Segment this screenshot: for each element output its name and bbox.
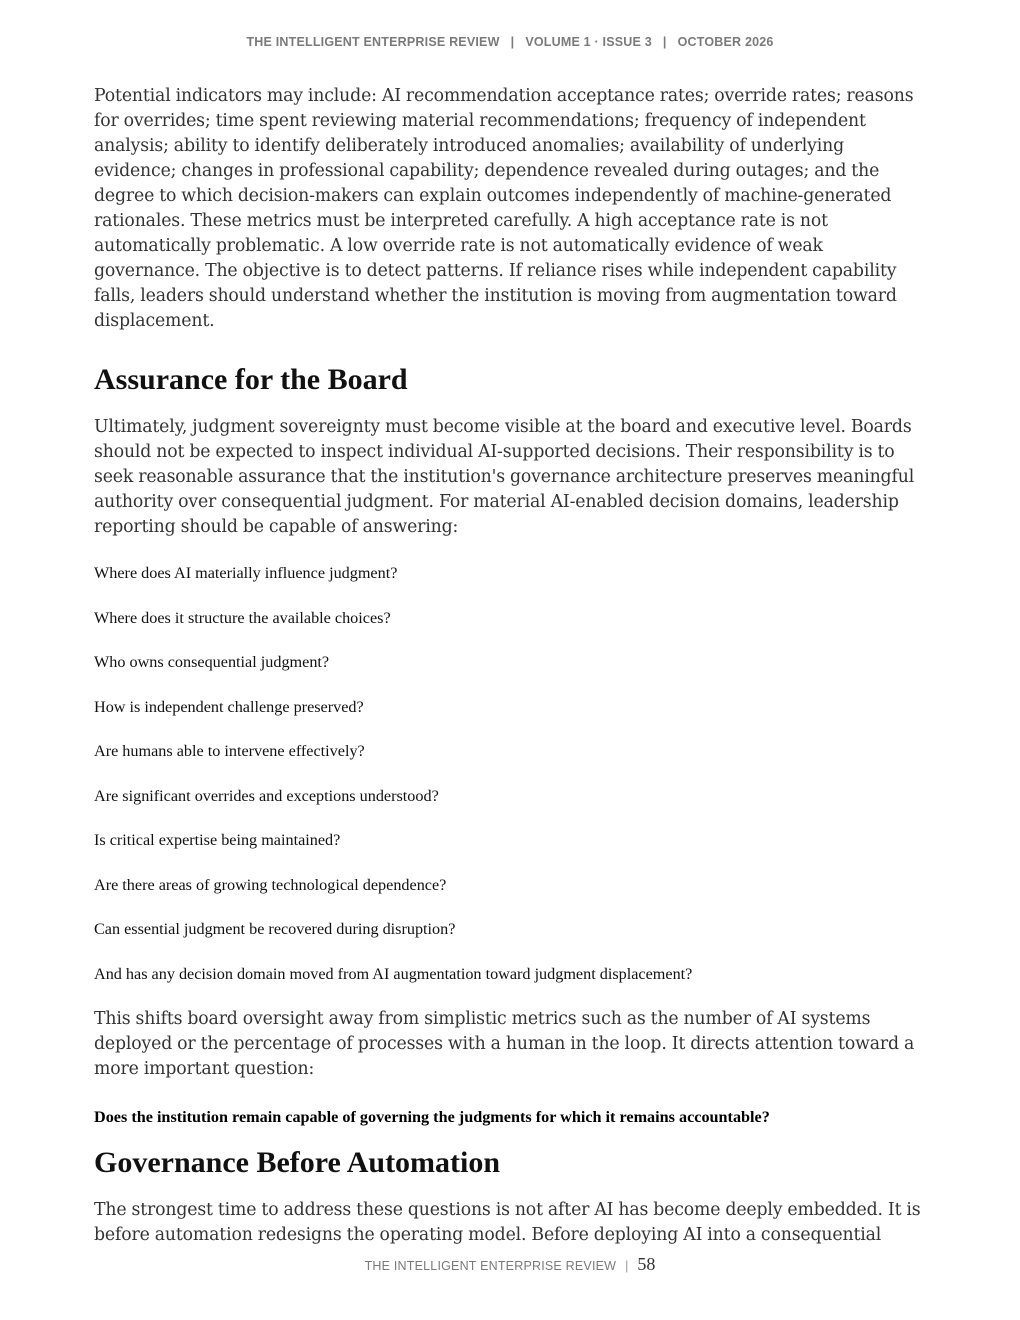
- footer-separator: |: [625, 1259, 629, 1273]
- running-header: THE INTELLIGENT ENTERPRISE REVIEW | VOLUME 1 · ISSUE 3 | OCTOBER 2026: [246, 35, 774, 49]
- list-item: How is independent challenge preserved?: [94, 697, 364, 716]
- list-item: Can essential judgment be recovered during disruption?: [94, 920, 456, 938]
- list-item: Are significant overrides and exceptions understood?: [94, 786, 439, 805]
- section-heading-governance: Governance Before Automation: [94, 1145, 501, 1179]
- list-item: Are there areas of growing technological dependence?: [94, 875, 447, 894]
- governance-paragraph: The strongest time to address these questions is not after AI has become deeply embedded. It is before automation redesigns the operating model. Before deploying AI into a consequential: [94, 1199, 921, 1245]
- key-question: Does the institution remain capable of governing the judgments for which it remains accountable?: [94, 1107, 770, 1126]
- footer-publication: THE INTELLIGENT ENTERPRISE REVIEW: [364, 1259, 617, 1273]
- intro-paragraph: Potential indicators may include: AI recommendation acceptance rates; override rates; reasons for overrides; time spent reviewing material recommendations; frequency of independent analysis; ability to identify deliberately introduced anomalies; availability of underlying evidence; changes in professional capability; dependence revealed during outages; and the degree to which decision-makers can explain outcomes independently of machine-generated rationales. These metrics must be interpreted carefully. A high acceptance rate is not automatically problematic. A low override rate is not automatically evidence of weak governance. The objective is to detect patterns. If reliance rises while independent capability falls, leaders should understand whether the institution is moving from augmentation toward displacement.: [94, 86, 914, 331]
- board-question-list: [94, 563, 928, 984]
- list-item: Where does it structure the available choices?: [94, 608, 391, 627]
- page-number: 58: [637, 1254, 656, 1274]
- list-item: Are humans able to intervene effectively?: [94, 742, 365, 760]
- article-body: [94, 84, 928, 1248]
- list-item: And has any decision domain moved from AI augmentation toward judgment displacement?: [94, 964, 693, 983]
- page-footer: [0, 1254, 1020, 1275]
- list-item: Who owns consequential judgment?: [94, 653, 330, 671]
- oversight-paragraph: This shifts board oversight away from simplistic metrics such as the number of AI systems deployed or the percentage of processes with a human in the loop. It directs attention toward a more important question:: [94, 1008, 915, 1079]
- assurance-paragraph: Ultimately, judgment sovereignty must become visible at the board and executive level. Boards should not be expected to inspect individual AI-supported decisions. Their responsibility is to seek reasonable assurance that the institution's governance architecture preserves meaningful authority over consequential judgment. For material AI-enabled decision domains, leadership reporting should be capable of answering:: [94, 417, 915, 537]
- list-item: Where does AI materially influence judgment?: [94, 564, 398, 582]
- list-item: Is critical expertise being maintained?: [94, 831, 341, 849]
- section-heading-assurance: Assurance for the Board: [94, 363, 408, 396]
